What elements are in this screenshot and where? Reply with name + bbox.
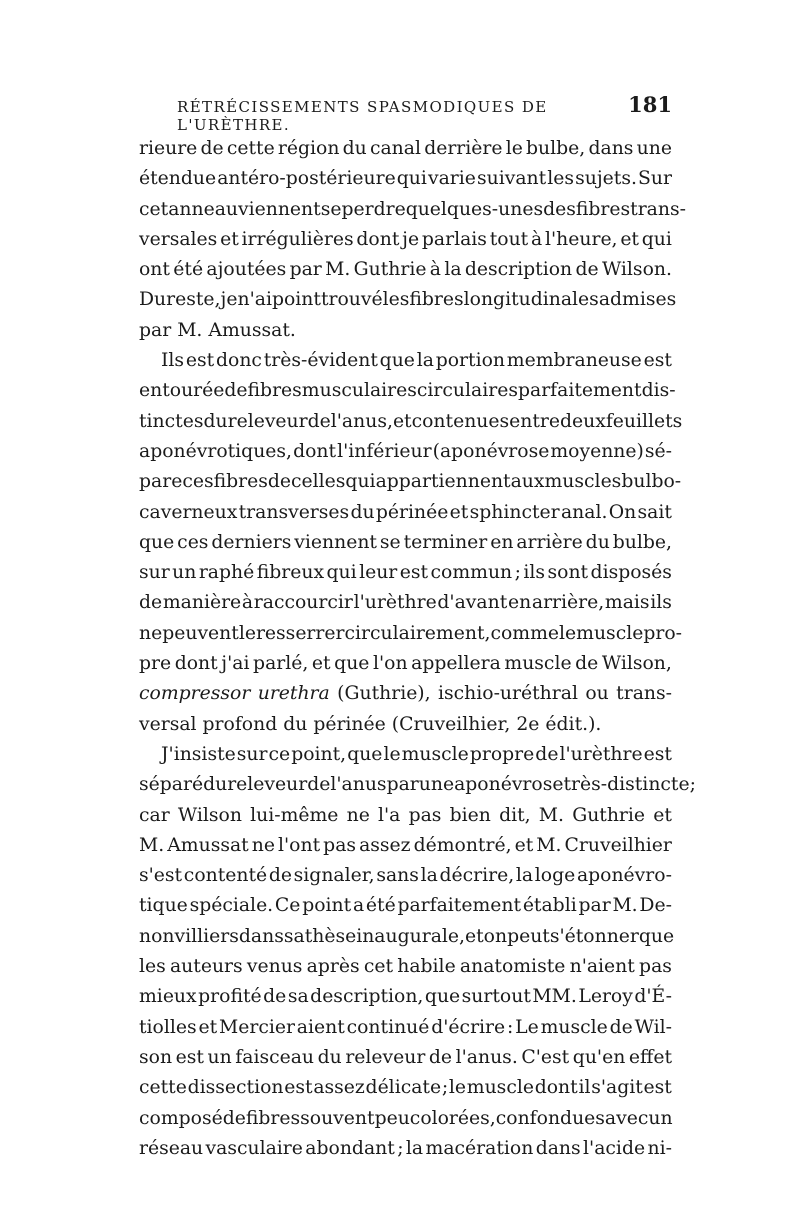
text-line: M. Amussat ne l'ont pas assez démontré, et M. Cruveilhier — [139, 834, 672, 856]
text-line: ont été ajoutées par M. Guthrie à la description de Wilson. — [139, 259, 672, 281]
text-line: pre dont j'ai parlé, et que l'on appellera muscle de Wilson, — [139, 653, 672, 675]
page-number: 181 — [628, 92, 672, 117]
text-line: de manière à raccourcir l'urèthre d'avant en arrière, mais ils — [139, 592, 672, 614]
text-line: tique spéciale. Ce point a été parfaitement établi par M. De- — [139, 895, 672, 917]
text-line: séparé du releveur de l'anus par une aponévrose très-distincte ; — [139, 774, 696, 796]
text-line: versales et irrégulières dont je parlais tout à l'heure, et qui — [139, 228, 672, 250]
body-text — [139, 134, 696, 1164]
running-header — [139, 92, 672, 134]
text-line: compressor urethra (Guthrie), ischio-uréthral ou trans- — [139, 683, 672, 705]
text-line: les auteurs venus après cet habile anatomiste n'aient pas — [139, 956, 672, 978]
text-line: que ces derniers viennent se terminer en arrière du bulbe, — [139, 531, 672, 553]
text-line: entourée de fibres musculaires circulaires parfaitement dis- — [139, 380, 676, 402]
text-line: sur un raphé fibreux qui leur est commun ; ils sont disposés — [139, 562, 672, 584]
text-line: aponévrotiques, dont l'inférieur (aponévrose moyenne) sé- — [139, 440, 672, 462]
text-line: son est un faisceau du releveur de l'anus. C'est qu'en effet — [139, 1046, 672, 1068]
text-line: par M. Amussat. — [139, 319, 296, 341]
text-line: cet anneau viennent se perdre quelques-unes des fibres trans- — [139, 198, 686, 220]
text-line: rieure de cette région du canal derrière le bulbe, dans une — [139, 138, 672, 159]
text-line: pare ces fibres de celles qui appartiennent aux muscles bulbo- — [139, 471, 682, 493]
text-line: caverneux transverses du périnée et sphincter anal. On sait — [139, 501, 672, 523]
text-line: cette dissection est assez délicate ; le muscle dont il s'agit est — [139, 1077, 672, 1099]
text-line: mieux profité de sa description, que surtout MM. Leroy d'É- — [139, 986, 672, 1008]
running-title: RÉTRÉCISSEMENTS SPASMODIQUES DE L'URÈTHRE. — [177, 98, 548, 134]
text-line: ne peuvent le resserrer circulairement, comme le muscle pro- — [139, 622, 682, 644]
text-line: J'insiste sur ce point, que le muscle propre de l'urèthre est — [161, 743, 672, 765]
text-line: car Wilson lui-même ne l'a pas bien dit, M. Guthrie et — [139, 804, 672, 826]
text-line: versal profond du périnée (Cruveilhier, 2e édit.). — [139, 713, 602, 735]
text-line: tiolles et Mercier aient continué d'écrire : Le muscle de Wil- — [139, 1016, 672, 1038]
text-line: étendue antéro-postérieure qui varie suivant les sujets. Sur — [139, 168, 672, 190]
text-line: tinctes du releveur de l'anus, et contenues entre deux feuillets — [139, 410, 683, 432]
text-line: composé de fibres souvent peu colorées, confondues avec un — [139, 1107, 673, 1129]
text-line: nonvilliers dans sa thèse inaugurale, et on peut s'étonner que — [139, 925, 675, 947]
text-line: Ils est donc très-évident que la portion membraneuse est — [161, 350, 672, 372]
text-line: s'est contenté de signaler, sans la décrire, la loge aponévro- — [139, 865, 672, 887]
text-line: réseau vasculaire abondant ; la macération dans l'acide ni- — [139, 1137, 672, 1159]
text-line: Du reste, je n'ai point trouvé les fibres longitudinales admises — [139, 289, 677, 311]
